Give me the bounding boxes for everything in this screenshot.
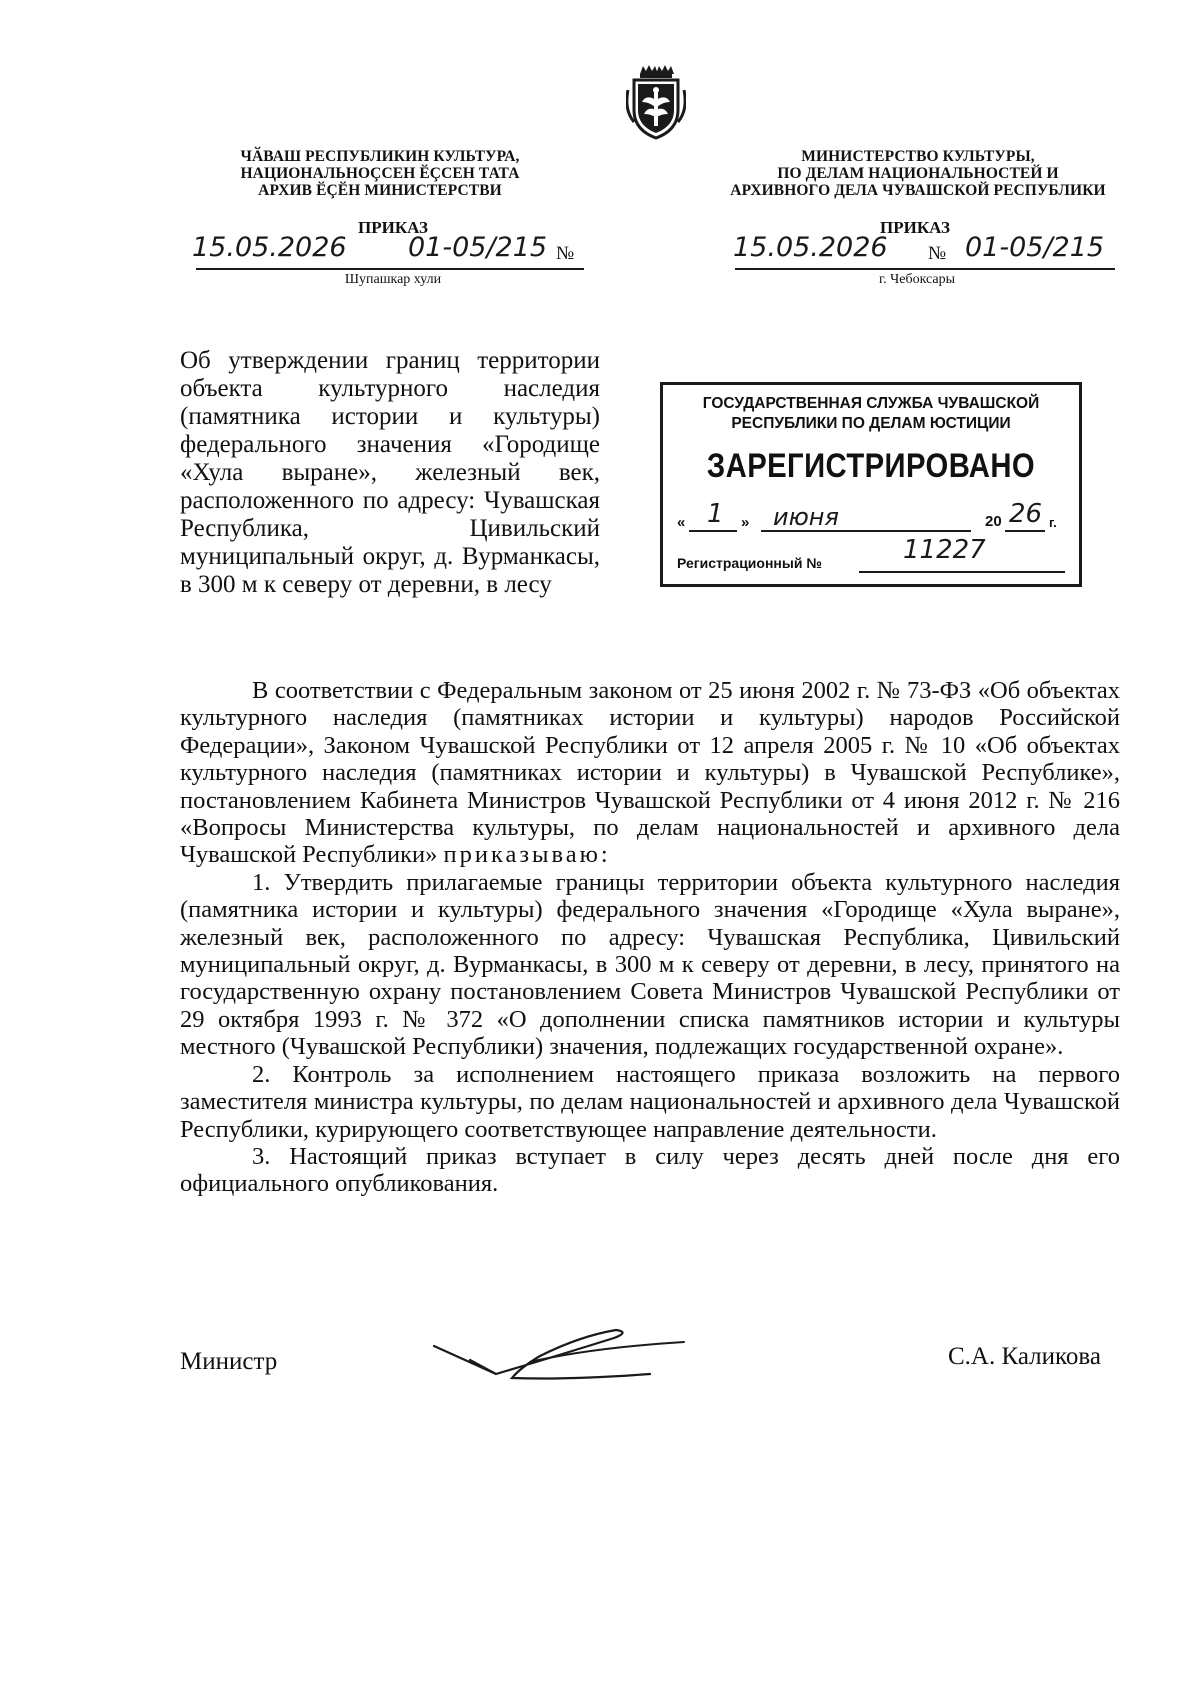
document-title: Об утверждении границ территории объекта культурного наследия (памятника истории и культуры) федерального значения «Городище «Хула выране», железный век, расположенного по адресу: Чувашская Республика, Цивильский муниципальный округ, д. Вурманкасы, в 300 м к северу от деревни, в лесу: [180, 347, 600, 598]
header-right-number-sign: №: [928, 243, 947, 264]
stamp-quote-close: »: [741, 514, 750, 531]
header-left-date-underline: [196, 268, 584, 270]
stamp-year-prefix: 20: [985, 513, 1002, 530]
stamp-reg-number: 11227: [903, 535, 986, 565]
registration-stamp: [660, 382, 1082, 587]
handwritten-signature: [430, 1318, 690, 1388]
stamp-line-2: РЕСПУБЛИКИ ПО ДЕЛАМ ЮСТИЦИИ: [731, 415, 1011, 432]
header-left-org-name: ЧӐВАШ РЕСПУБЛИКИН КУЛЬТУРА, НАЦИОНАЛЬНОÇСЕН ӖÇСЕН ТАТА АРХИВ ӖÇӖН МИНИСТЕРСТВИ: [240, 148, 520, 199]
stamp-reg-label: Регистрационный №: [677, 555, 822, 571]
stamp-day-underline: [689, 530, 737, 532]
header-left-place: Шупашкар хули: [344, 272, 442, 287]
document-body: [180, 677, 1120, 1198]
paragraph-item-3: 3. Настоящий приказ вступает в силу через десять дней после дня его официального опубликования.: [180, 1142, 1120, 1198]
preamble-text: В соответствии с Федеральным законом от 25 июня 2002 г. № 73-ФЗ «Об объектах культурного наследия (памятниках истории и культуры) народов Российской Федерации», Законом Чувашской Республики от 12 апреля 2005 г. № 10 «Об объектах культурного наследия (памятниках истории и культуры) в Чувашской Республике», постановлением Кабинета Министров Чувашской Республики от 4 июня 2012 г. № 216 «Вопросы Министерства культуры, по делам национальностей и архивного дела Чувашской Республики»: [180, 677, 1120, 869]
header-left-number: 01-05/215: [408, 232, 548, 263]
header-right-doc-type: ПРИКАЗ: [880, 218, 950, 237]
header-right-number: 01-05/215: [965, 232, 1105, 263]
paragraph-item-2: 2. Контроль за исполнением настоящего приказа возложить на первого заместителя министра культуры, по делам национальностей и архивного дела Чувашской Республики, курирующего соответствующее направление деятельности.: [180, 1060, 1120, 1143]
header-right-date: 15.05.2026: [733, 232, 888, 263]
signature-name: С.А. Каликова: [948, 1343, 1101, 1370]
stamp-month: июня: [773, 503, 839, 531]
header-left-date: 15.05.2026: [192, 232, 347, 263]
stamp-year-underline: [1005, 530, 1045, 532]
paragraph-preamble: [180, 677, 1120, 869]
coat-of-arms-emblem: [626, 60, 686, 140]
order-word: приказываю:: [443, 841, 611, 869]
paragraph-item-1: 1. Утвердить прилагаемые границы территории объекта культурного наследия (памятника истории и культуры) федерального значения «Городище «Хула выране», железный век, расположенного по адресу: Чувашская Республика, Цивильский муниципальный округ, д. Вурманкасы, в 300 м к северу от деревни, в лесу, принятого на государственную охрану постановлением Совета Министров Чувашской Республики от 29 октября 1993 г. № 372 «О дополнении списка памятников истории и культуры местного (Чувашской Республики) значения, подлежащих государственной охране».: [180, 868, 1120, 1061]
stamp-registered: ЗАРЕГИСТРИРОВАНО: [706, 447, 1036, 485]
stamp-year-g: г.: [1049, 515, 1057, 530]
stamp-quote-open: «: [677, 514, 686, 531]
header-right-org-name: МИНИСТЕРСТВО КУЛЬТУРЫ, ПО ДЕЛАМ НАЦИОНАЛЬНОСТЕЙ И АРХИВНОГО ДЕЛА ЧУВАШСКОЙ РЕСПУБЛИКИ: [730, 148, 1106, 199]
stamp-reg-underline: [859, 571, 1065, 573]
stamp-year-suffix: 26: [1009, 499, 1043, 529]
signature-position: Министр: [180, 1348, 278, 1375]
stamp-day: 1: [707, 499, 724, 529]
header-left-doc-type: ПРИКАЗ: [358, 218, 428, 237]
stamp-month-underline: [761, 530, 971, 532]
header-right-date-underline: [735, 268, 1115, 270]
header-left-number-sign: №: [556, 243, 575, 264]
header-right-place: г. Чебоксары: [878, 272, 956, 287]
stamp-line-1: ГОСУДАРСТВЕННАЯ СЛУЖБА ЧУВАШСКОЙ: [702, 395, 1040, 412]
